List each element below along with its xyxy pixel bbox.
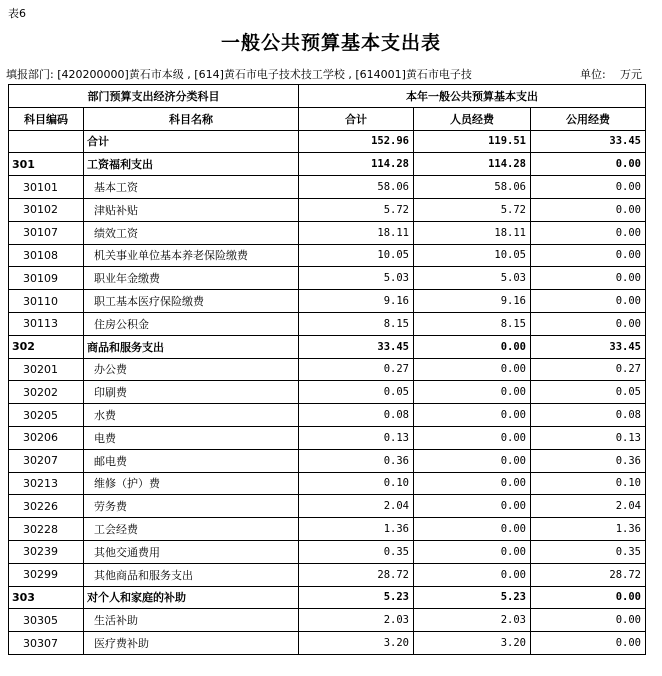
- personnel-cell: 0.00: [414, 426, 531, 449]
- code-cell: 30202: [9, 381, 84, 404]
- total-cell: 5.23: [299, 586, 414, 609]
- public-cell: 0.36: [531, 449, 646, 472]
- personnel-cell: 0.00: [414, 495, 531, 518]
- total-cell: 58.06: [299, 176, 414, 199]
- code-cell: 30299: [9, 563, 84, 586]
- public-cell: 0.35: [531, 540, 646, 563]
- total-cell: 2.04: [299, 495, 414, 518]
- budget-table: [8, 84, 646, 655]
- code-cell: 30206: [9, 426, 84, 449]
- personnel-cell: 9.16: [414, 290, 531, 313]
- col-header-personnel: 人员经费: [414, 107, 531, 130]
- total-cell: 5.03: [299, 267, 414, 290]
- table-row: [9, 449, 646, 472]
- code-cell: 30213: [9, 472, 84, 495]
- header-group-left: 部门预算支出经济分类科目: [9, 85, 299, 108]
- personnel-cell: 0.00: [414, 335, 531, 358]
- public-cell: 0.00: [531, 290, 646, 313]
- header-group-row: [9, 85, 646, 108]
- public-cell: 0.00: [531, 632, 646, 655]
- total-cell: 10.05: [299, 244, 414, 267]
- table-row: [9, 381, 646, 404]
- table-row: [9, 244, 646, 267]
- code-cell: 30102: [9, 198, 84, 221]
- table-row: [9, 198, 646, 221]
- name-cell: 商品和服务支出: [84, 335, 299, 358]
- personnel-cell: 2.03: [414, 609, 531, 632]
- table-row: [9, 312, 646, 335]
- table-row: [9, 540, 646, 563]
- total-cell: 0.10: [299, 472, 414, 495]
- unit-label: 单位:: [580, 68, 606, 81]
- table-row: [9, 221, 646, 244]
- table-row: [9, 472, 646, 495]
- total-cell: 1.36: [299, 518, 414, 541]
- table-tag: 表6: [8, 7, 26, 20]
- name-cell: 其他商品和服务支出: [84, 563, 299, 586]
- personnel-cell: 5.72: [414, 198, 531, 221]
- public-cell: 28.72: [531, 563, 646, 586]
- personnel-cell: 0.00: [414, 472, 531, 495]
- total-cell: 33.45: [299, 335, 414, 358]
- name-cell: 工资福利支出: [84, 153, 299, 176]
- personnel-cell: 0.00: [414, 518, 531, 541]
- code-cell: 30207: [9, 449, 84, 472]
- code-cell: 30201: [9, 358, 84, 381]
- name-cell: 职工基本医疗保险缴费: [84, 290, 299, 313]
- code-cell: 30205: [9, 404, 84, 427]
- total-cell: 3.20: [299, 632, 414, 655]
- unit-value: 万元: [620, 68, 642, 81]
- table-row: [9, 267, 646, 290]
- table-row: [9, 563, 646, 586]
- total-cell: 2.03: [299, 609, 414, 632]
- public-cell: 33.45: [531, 335, 646, 358]
- header-group-right: 本年一般公共预算基本支出: [299, 85, 646, 108]
- dept-label: 填报部门:: [6, 68, 54, 81]
- dept-value: [420200000]黄石市本级 , [614]黄石市电子技术技工学校 , [614001]黄石市电子技: [57, 68, 472, 81]
- personnel-cell: 5.03: [414, 267, 531, 290]
- code-cell: 30228: [9, 518, 84, 541]
- personnel-cell: 0.00: [414, 563, 531, 586]
- public-cell: 0.08: [531, 404, 646, 427]
- public-cell: 0.00: [531, 221, 646, 244]
- public-cell: 0.00: [531, 312, 646, 335]
- total-cell: 8.15: [299, 312, 414, 335]
- name-cell: 其他交通费用: [84, 540, 299, 563]
- name-cell: 维修（护）费: [84, 472, 299, 495]
- total-cell: 9.16: [299, 290, 414, 313]
- name-cell: 基本工资: [84, 176, 299, 199]
- personnel-cell: 10.05: [414, 244, 531, 267]
- public-cell: 33.45: [531, 130, 646, 153]
- public-cell: 0.05: [531, 381, 646, 404]
- table-row: [9, 586, 646, 609]
- code-cell: 30239: [9, 540, 84, 563]
- table-row: [9, 404, 646, 427]
- personnel-cell: 3.20: [414, 632, 531, 655]
- name-cell: 合计: [84, 130, 299, 153]
- col-header-public: 公用经费: [531, 107, 646, 130]
- name-cell: 绩效工资: [84, 221, 299, 244]
- personnel-cell: 0.00: [414, 381, 531, 404]
- name-cell: 机关事业单位基本养老保险缴费: [84, 244, 299, 267]
- code-cell: 30226: [9, 495, 84, 518]
- total-cell: 18.11: [299, 221, 414, 244]
- personnel-cell: 0.00: [414, 404, 531, 427]
- table-row: [9, 290, 646, 313]
- personnel-cell: 0.00: [414, 358, 531, 381]
- table-row: [9, 609, 646, 632]
- public-cell: 0.00: [531, 244, 646, 267]
- name-cell: 水费: [84, 404, 299, 427]
- public-cell: 0.00: [531, 609, 646, 632]
- name-cell: 劳务费: [84, 495, 299, 518]
- table-row: [9, 632, 646, 655]
- personnel-cell: 114.28: [414, 153, 531, 176]
- personnel-cell: 0.00: [414, 449, 531, 472]
- name-cell: 津贴补贴: [84, 198, 299, 221]
- total-cell: 0.35: [299, 540, 414, 563]
- total-cell: 5.72: [299, 198, 414, 221]
- public-cell: 0.00: [531, 267, 646, 290]
- public-cell: 0.00: [531, 586, 646, 609]
- name-cell: 对个人和家庭的补助: [84, 586, 299, 609]
- name-cell: 医疗费补助: [84, 632, 299, 655]
- personnel-cell: 8.15: [414, 312, 531, 335]
- code-cell: 30307: [9, 632, 84, 655]
- col-header-name: 科目名称: [84, 107, 299, 130]
- code-cell: 30113: [9, 312, 84, 335]
- code-cell: 301: [9, 153, 84, 176]
- personnel-cell: 58.06: [414, 176, 531, 199]
- table-row: [9, 426, 646, 449]
- page-title: 一般公共预算基本支出表: [220, 32, 441, 54]
- table-row: [9, 358, 646, 381]
- public-cell: 0.10: [531, 472, 646, 495]
- public-cell: 0.27: [531, 358, 646, 381]
- col-header-total: 合计: [299, 107, 414, 130]
- personnel-cell: 18.11: [414, 221, 531, 244]
- public-cell: 0.00: [531, 198, 646, 221]
- code-cell: 30110: [9, 290, 84, 313]
- code-cell: 30108: [9, 244, 84, 267]
- code-cell: 30109: [9, 267, 84, 290]
- public-cell: 0.00: [531, 153, 646, 176]
- table-row: [9, 335, 646, 358]
- total-cell: 0.13: [299, 426, 414, 449]
- total-cell: 152.96: [299, 130, 414, 153]
- name-cell: 办公费: [84, 358, 299, 381]
- table-row: [9, 518, 646, 541]
- code-cell: 30101: [9, 176, 84, 199]
- total-cell: 0.08: [299, 404, 414, 427]
- name-cell: 邮电费: [84, 449, 299, 472]
- public-cell: 0.00: [531, 176, 646, 199]
- total-cell: 28.72: [299, 563, 414, 586]
- name-cell: 职业年金缴费: [84, 267, 299, 290]
- name-cell: 住房公积金: [84, 312, 299, 335]
- name-cell: 生活补助: [84, 609, 299, 632]
- table-row: [9, 130, 646, 153]
- code-cell: 302: [9, 335, 84, 358]
- name-cell: 电费: [84, 426, 299, 449]
- total-cell: 114.28: [299, 153, 414, 176]
- public-cell: 1.36: [531, 518, 646, 541]
- code-cell: 303: [9, 586, 84, 609]
- table-row: [9, 153, 646, 176]
- info-line: [6, 66, 656, 82]
- personnel-cell: 0.00: [414, 540, 531, 563]
- personnel-cell: 5.23: [414, 586, 531, 609]
- col-header-code: 科目编码: [9, 107, 84, 130]
- table-row: [9, 176, 646, 199]
- total-cell: 0.27: [299, 358, 414, 381]
- table-row: [9, 495, 646, 518]
- code-cell: [9, 130, 84, 153]
- total-cell: 0.05: [299, 381, 414, 404]
- header-column-row: [9, 107, 646, 130]
- personnel-cell: 119.51: [414, 130, 531, 153]
- code-cell: 30107: [9, 221, 84, 244]
- public-cell: 2.04: [531, 495, 646, 518]
- total-cell: 0.36: [299, 449, 414, 472]
- code-cell: 30305: [9, 609, 84, 632]
- name-cell: 印刷费: [84, 381, 299, 404]
- public-cell: 0.13: [531, 426, 646, 449]
- name-cell: 工会经费: [84, 518, 299, 541]
